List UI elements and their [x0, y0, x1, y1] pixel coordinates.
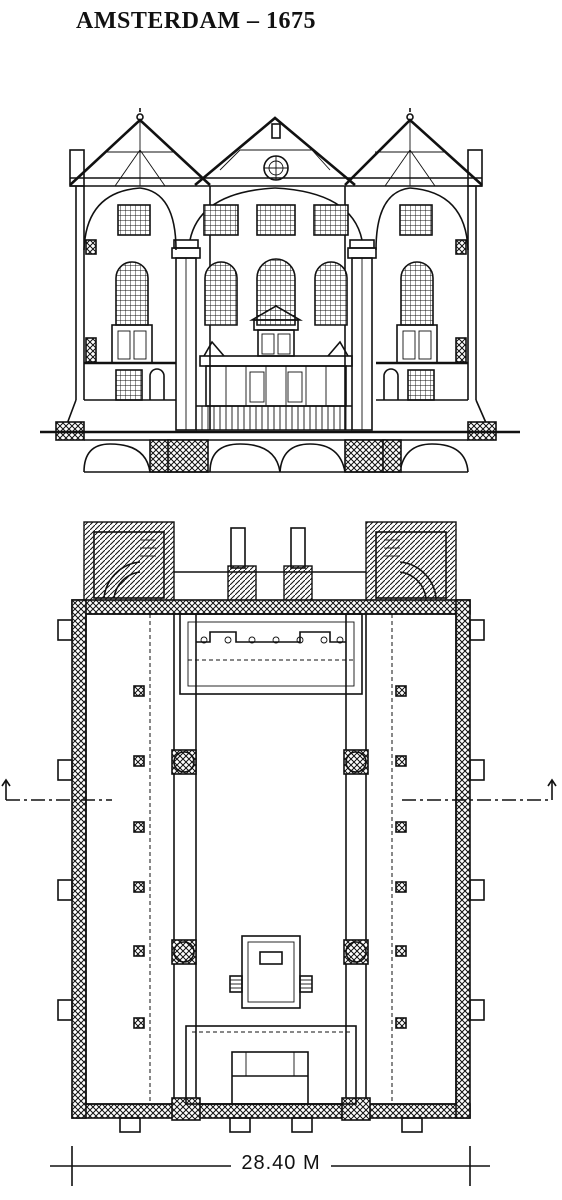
bimah: [230, 936, 312, 1008]
ark-platform: [180, 614, 362, 694]
ark-annex: [174, 528, 366, 602]
entrance-vestibule: [186, 1026, 356, 1104]
drawing-title: AMSTERDAM – 1675: [76, 8, 316, 34]
buttresses: [58, 620, 484, 1132]
cross-section: [40, 108, 520, 472]
floor-plan: [2, 522, 556, 1186]
arched-windows: [116, 259, 433, 325]
balustrade: [196, 406, 352, 430]
scale-label: 28.40 M: [0, 1152, 562, 1175]
foundation: [40, 432, 520, 472]
galleries: [84, 325, 468, 400]
stair-towers: [84, 522, 456, 604]
perimeter-wall: [72, 600, 470, 1118]
main-columns: [172, 750, 370, 1120]
clerestory-windows: [118, 205, 432, 235]
